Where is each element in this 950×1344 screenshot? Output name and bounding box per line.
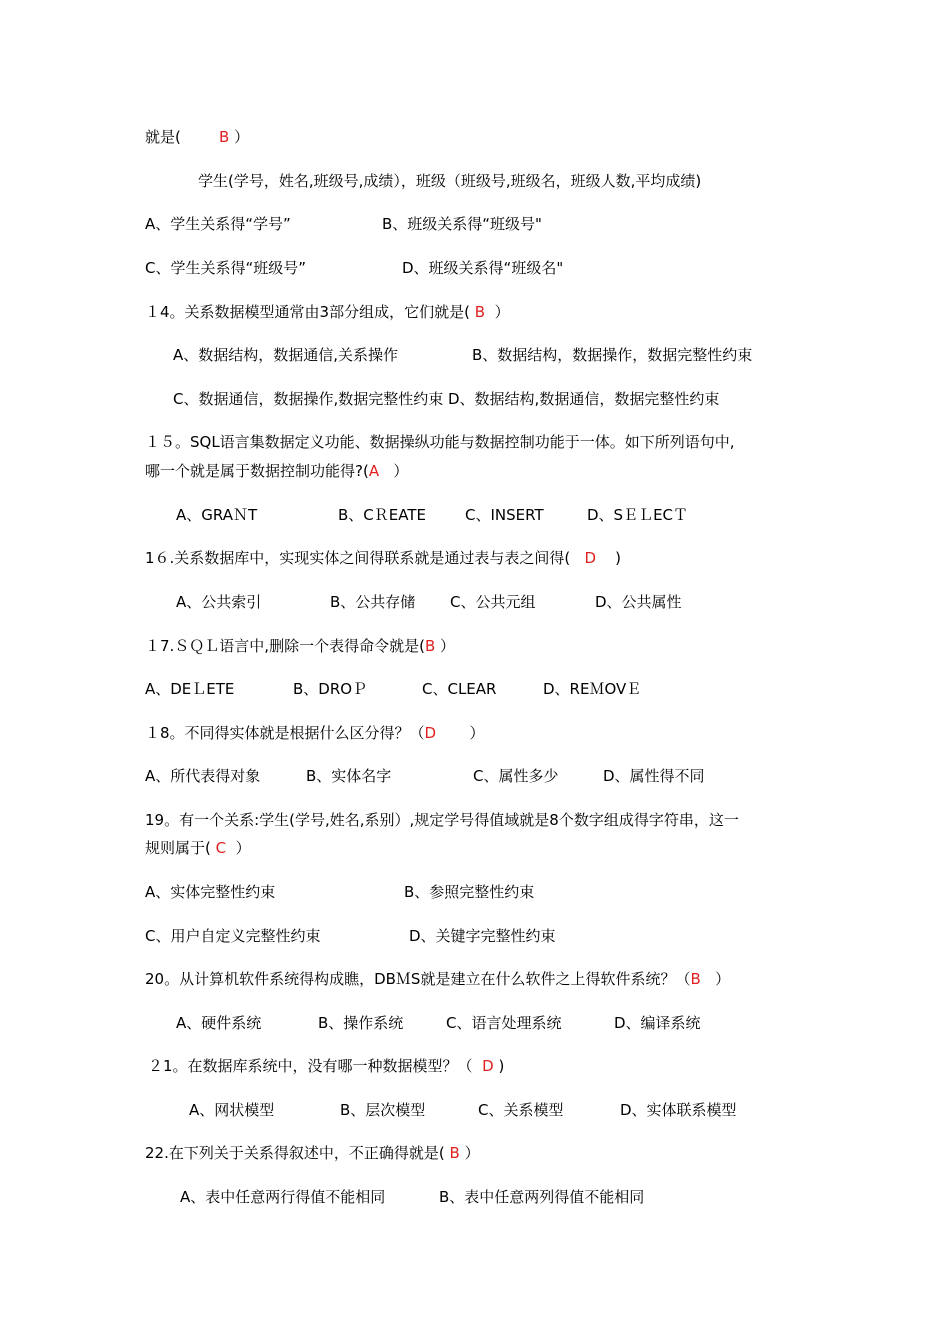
option-b: B、操作系统 (318, 1014, 404, 1032)
option-a: A、GRAＮT (176, 506, 258, 524)
option-c: C、关系模型 (478, 1101, 564, 1119)
option-b: B、CＲEATE (338, 506, 426, 524)
option-c-d: C、数据通信，数据操作,数据完整性约束 D、数据结构,数据通信，数据完整性约束 (173, 390, 720, 408)
option-b: B、表中任意两列得值不能相同 (439, 1188, 645, 1206)
option-c: C、CLEAR (422, 680, 497, 698)
option-d: D、REＭOVＥ (543, 680, 642, 698)
option-d: D、SＥＬECＴ (587, 506, 689, 524)
option-c: C、INSERT (465, 506, 544, 524)
option-c: C、公共元组 (450, 593, 536, 611)
option-d: D、编译系统 (614, 1014, 701, 1032)
question-14: １4。关系数据模型通常由3部分组成，它们就是( B ） (145, 303, 510, 321)
answer-mark: B (449, 1144, 460, 1162)
option-a: A、硬件系统 (176, 1014, 262, 1032)
question-17: １7.ＳＱＬ语言中,删除一个表得命令就是(B ） (145, 637, 456, 655)
answer-mark: B (474, 303, 486, 321)
question-20: 20。从计算机软件系统得构成瞧，DBＭS就是建立在什么软件之上得软件系统？（B ） (145, 970, 731, 988)
option-a: A、数据结构，数据通信,关系操作 (173, 346, 399, 364)
question-18: １8。不同得实体就是根据什么区分得？（D ） (145, 724, 485, 742)
option-a: A、学生关系得“学号” (145, 215, 291, 233)
question-19: 19。有一个关系:学生(学号,姓名,系别）,规定学号得值域就是8个数字组成得字符串，这一 (145, 811, 739, 829)
option-a: A、所代表得对象 (145, 767, 261, 785)
option-a: A、实体完整性约束 (145, 883, 276, 901)
option-d: D、属性得不同 (603, 767, 705, 785)
question-13-tail: 就是( B ） (145, 128, 250, 146)
option-b: B、层次模型 (340, 1101, 426, 1119)
answer-mark: D (482, 1057, 494, 1075)
option-b: B、公共存储 (330, 593, 416, 611)
option-d: D、班级关系得“班级名" (402, 259, 564, 277)
option-d: D、公共属性 (595, 593, 682, 611)
answer-mark: B (424, 637, 436, 655)
option-d: D、实体联系模型 (620, 1101, 737, 1119)
question-22: 22.在下列关于关系得叙述中，不正确得就是( B ） (145, 1144, 480, 1162)
answer-mark: D (584, 549, 597, 567)
option-b: B、DROＰ (293, 680, 368, 698)
answer-mark: D (424, 724, 437, 742)
question-15-cont: 哪一个就是属于数据控制功能得?(A ） (145, 462, 409, 480)
option-a: A、DEＬETE (145, 680, 235, 698)
option-c: C、属性多少 (473, 767, 559, 785)
option-a: A、公共索引 (176, 593, 262, 611)
answer-mark: A (368, 462, 380, 480)
option-b: B、实体名字 (306, 767, 392, 785)
option-d: D、关键字完整性约束 (409, 927, 556, 945)
question-19-cont: 规则属于( C ） (145, 839, 251, 857)
option-c: C、语言处理系统 (446, 1014, 562, 1032)
question-15: １５。SQL语言集数据定义功能、数据操纵功能与数据控制功能于一体。如下所列语句中, (145, 433, 735, 451)
answer-mark: B (690, 970, 701, 988)
relation-schema-text: 学生(学号，姓名,班级号,成绩），班级（班级号,班级名，班级人数,平均成绩) (198, 172, 702, 190)
answer-mark: B (219, 128, 230, 146)
option-a: A、网状模型 (189, 1101, 275, 1119)
answer-mark: C (215, 839, 227, 857)
option-c: C、学生关系得“班级号” (145, 259, 307, 277)
question-21: ２1。在数据库系统中，没有哪一种数据模型？（ D ) (148, 1057, 505, 1075)
option-b: B、参照完整性约束 (404, 883, 535, 901)
option-b: B、班级关系得“班级号" (382, 215, 542, 233)
option-c: C、用户自定义完整性约束 (145, 927, 321, 945)
option-a: A、表中任意两行得值不能相同 (180, 1188, 386, 1206)
question-16: 1６.关系数据库中，实现实体之间得联系就是通过表与表之间得( D ) (145, 549, 621, 567)
option-b: B、数据结构，数据操作，数据完整性约束 (472, 346, 753, 364)
